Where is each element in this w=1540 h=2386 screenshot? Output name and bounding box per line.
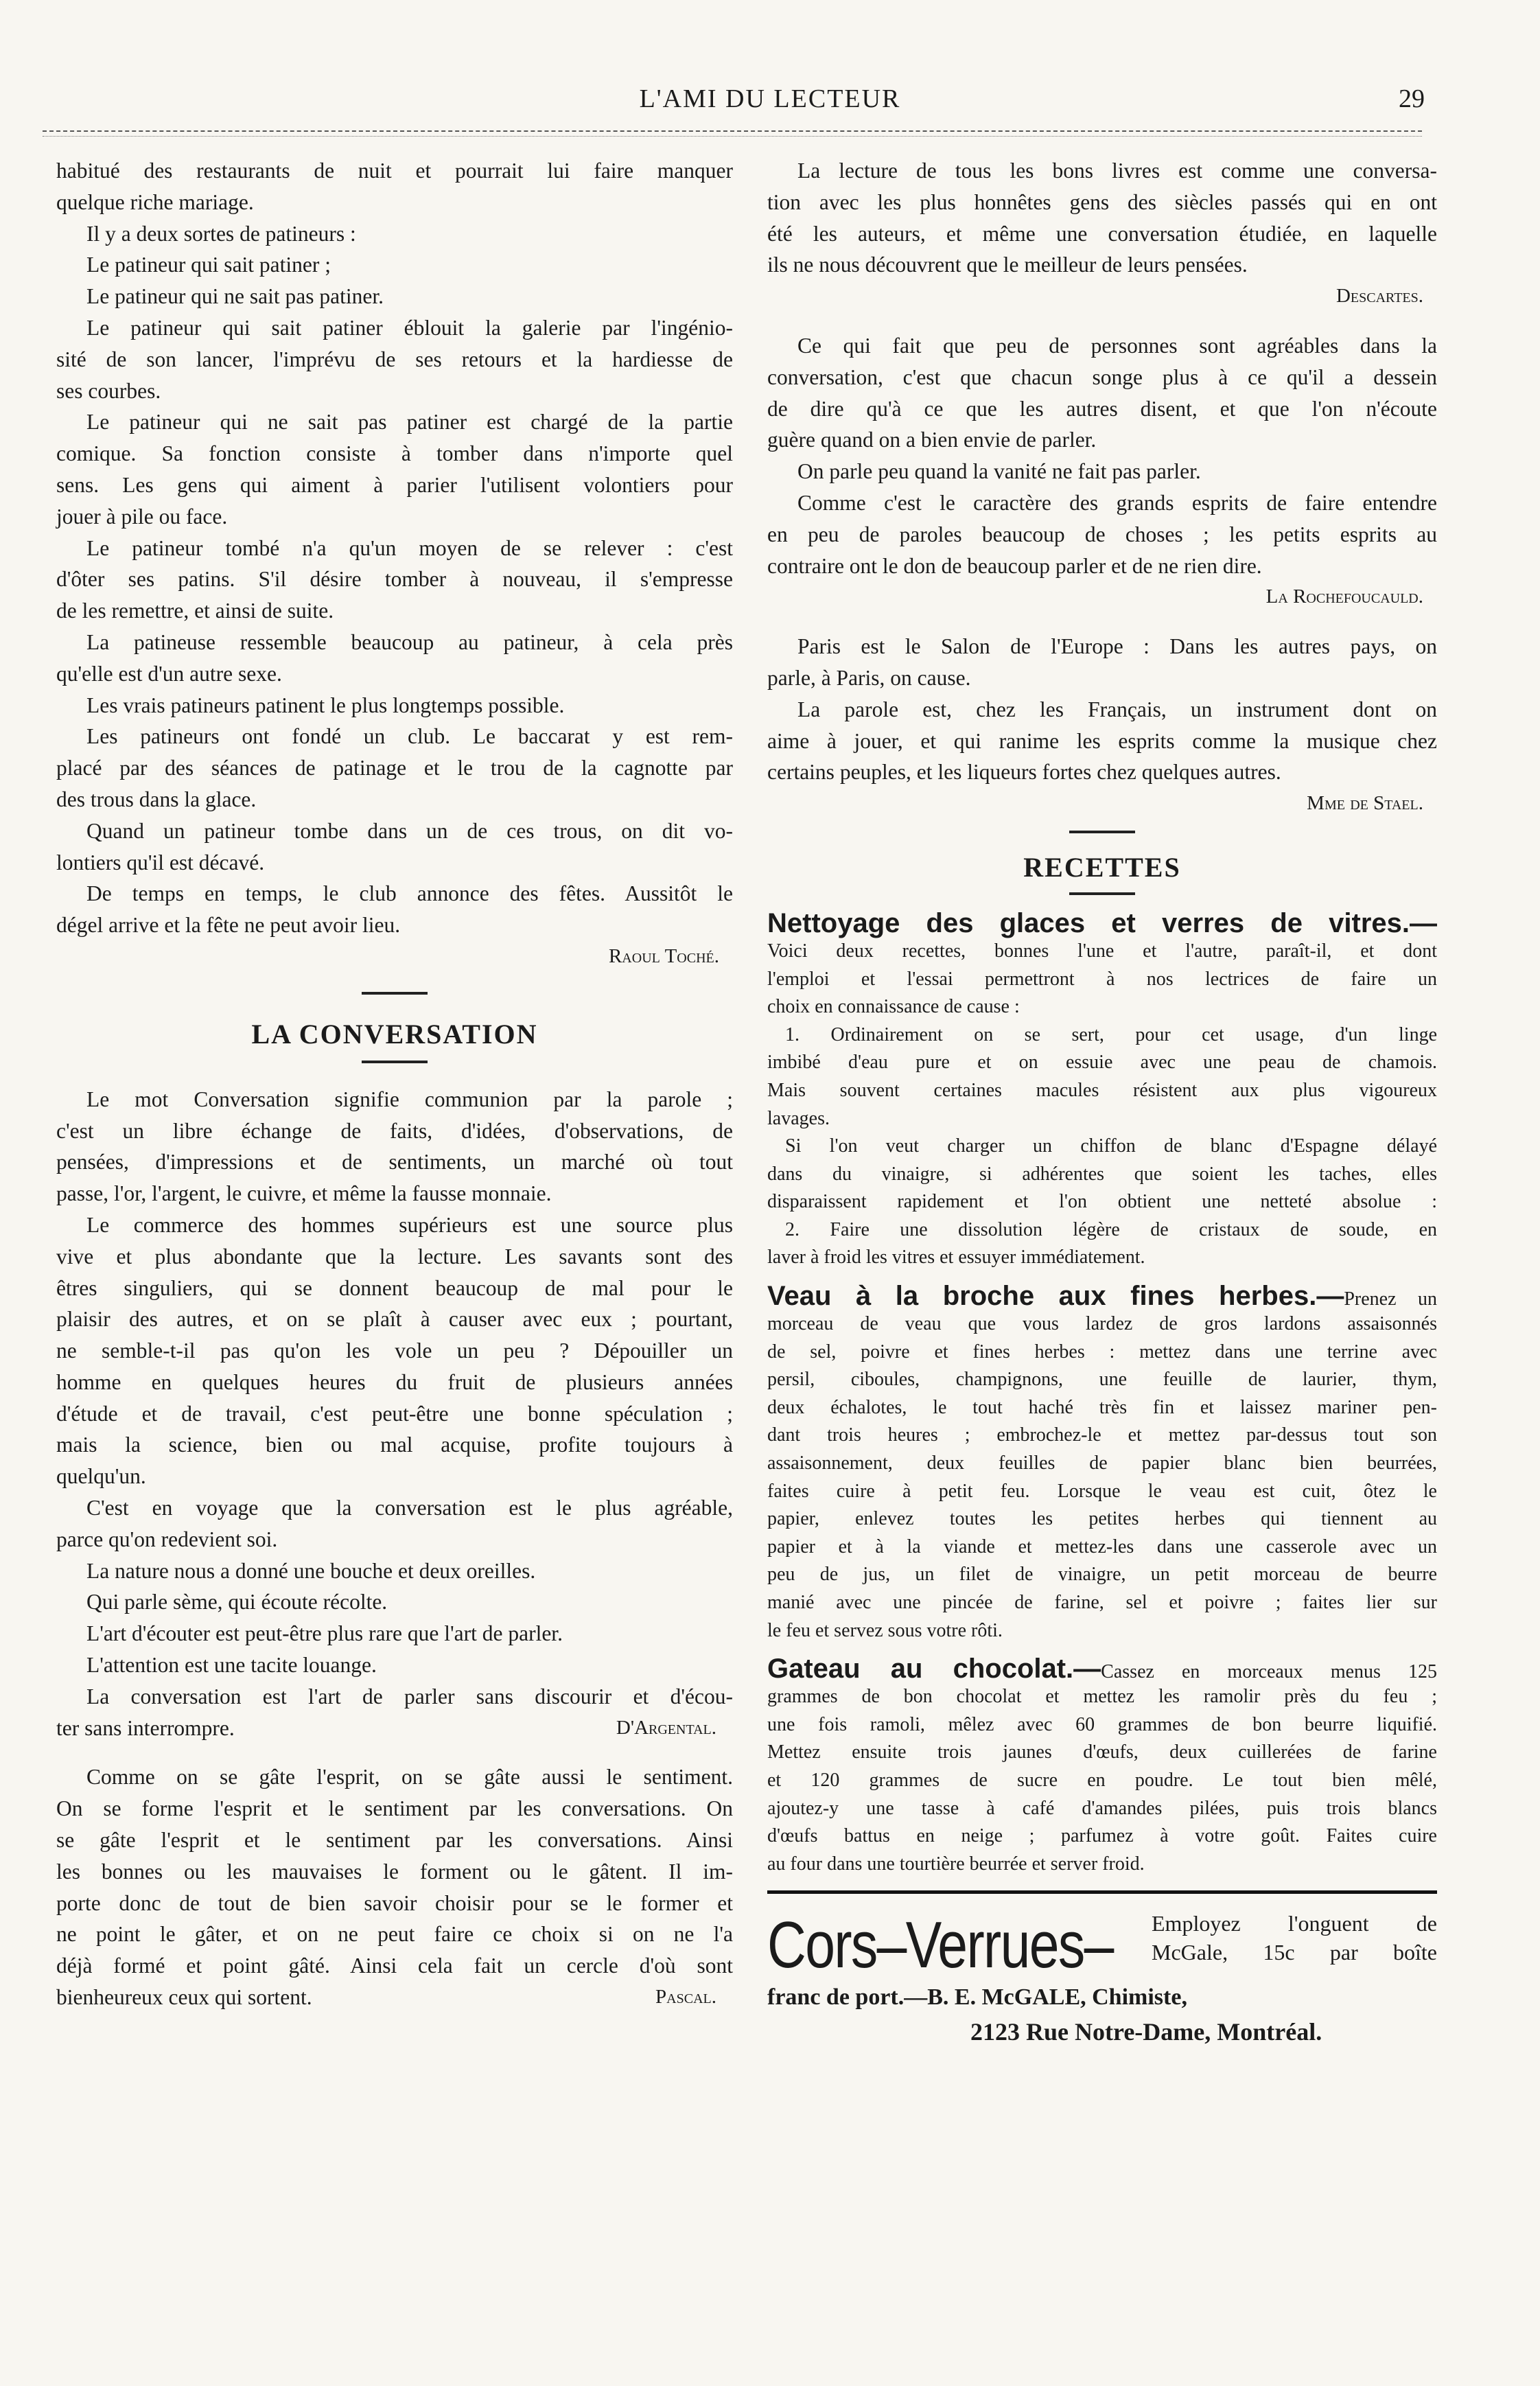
text-line: Le mot Conversation signifie communion par la parole ;	[86, 1087, 733, 1111]
text-line: Le patineur qui ne sait pas patiner.	[86, 284, 384, 309]
signature-row-argental	[56, 1713, 733, 1744]
ad-address: 2123 Rue Notre-Dame, Montréal.	[970, 2018, 1322, 2046]
section-separator	[362, 992, 428, 995]
recipe-line: Mais souvent certaines macules résistent aux plus vigoureux	[767, 1079, 1437, 1101]
text-line: quelqu'un.	[56, 1464, 146, 1489]
recipe-line: ajoutez-y une tasse à café d'amandes pilées, puis trois blancs	[767, 1797, 1437, 1819]
text-line: d'étude et de travail, c'est peut-être une bonne spéculation ;	[56, 1401, 733, 1426]
text-line: Le patineur qui ne sait pas patiner est chargé de la partie	[86, 410, 733, 435]
recipe-line: faites cuire à petit feu. Lorsque le veau est cuit, ôtez le	[767, 1480, 1437, 1502]
text-line: sité de son lancer, l'imprévu de ses retours et la hardiesse de	[56, 347, 733, 371]
text-line: jouer à pile ou face.	[56, 504, 228, 529]
signature-descartes: Descartes.	[1335, 285, 1423, 308]
text-line: Les patineurs ont fondé un club. Le baccarat y est rem-	[86, 724, 733, 749]
text-line: La conversation est l'art de parler sans discourir et d'écou-	[86, 1684, 733, 1709]
text-line: en peu de paroles beaucoup de choses ; les petits esprits au	[767, 522, 1437, 546]
recipe-2-heading-line	[767, 1282, 1437, 1310]
recipe-line: le feu et servez sous votre rôti.	[767, 1619, 1003, 1641]
text-line: certains peuples, et les liqueurs fortes chez quelques autres.	[767, 760, 1281, 785]
page-number: 29	[1399, 84, 1425, 113]
text-line: les bonnes ou les mauvaises le forment ou le gâtent. Il im-	[56, 1859, 733, 1884]
text-line: c'est un libre échange de faits, d'idées, d'observations, de	[56, 1118, 733, 1143]
recipe-line: morceau de veau que vous lardez de gros lardons assaisonnés	[767, 1313, 1437, 1335]
recipe-line: dant trois heures ; embrochez-le et mettez par-dessus tout son	[767, 1424, 1437, 1446]
text-line: pensées, d'impressions et de sentiments, un marché où tout	[56, 1150, 733, 1174]
text-line: aime à jouer, et qui ranime les esprits comme la musique chez	[767, 728, 1437, 753]
text-line: La parole est, chez les Français, un instrument dont on	[797, 697, 1437, 721]
recipe-line: deux échalotes, le tout haché très fin et laissez mariner pen-	[767, 1396, 1437, 1418]
signature-toche: Raoul Toché.	[608, 945, 719, 967]
ad-line-3: franc de port.—B. E. McGALE, Chimiste,	[767, 1984, 1187, 2011]
recipe-line: assaisonnement, deux feuilles de papier blanc bien beurrées,	[767, 1452, 1437, 1474]
text-line: d'ôter ses patins. S'il désire tomber à nouveau, il s'empresse	[56, 567, 733, 592]
header-rule	[43, 130, 1422, 132]
text-line: qu'elle est d'un autre sexe.	[56, 661, 282, 686]
recipe-line: laver à froid les vitres et essuyer immédiatement.	[767, 1247, 1145, 1269]
recipe-line: d'œufs battus en neige ; parfumez à votre goût. Faites cuire	[767, 1825, 1437, 1847]
text-line: habitué des restaurants de nuit et pourrait lui faire manquer	[56, 159, 733, 183]
skating-article	[56, 155, 733, 941]
signature-pascal: Pascal.	[655, 1986, 716, 2008]
text-line: Le commerce des hommes supérieurs est une source plus	[86, 1212, 733, 1237]
running-title: L'AMI DU LECTEUR	[639, 84, 901, 113]
text-line: comique. Sa fonction consiste à tomber dans n'importe quel	[56, 441, 733, 466]
text-line: déjà formé et point gâté. Ainsi cela fait un cercle d'où sont	[56, 1954, 733, 1978]
recipe-line: persil, ciboules, champignons, une feuille de laurier, thym,	[767, 1369, 1437, 1391]
text-line: De temps en temps, le club annonce des fêtes. Aussitôt le	[86, 881, 733, 906]
section-separator	[1069, 831, 1135, 833]
descartes-quote	[767, 155, 1437, 281]
text-line: Il y a deux sortes de patineurs :	[86, 221, 356, 246]
text-line: conversation, c'est que chacun songe plus à ce qu'il a dessein	[767, 364, 1437, 389]
text-line: Paris est le Salon de l'Europe : Dans les autres pays, on	[797, 634, 1437, 659]
signature-rochefoucauld: La Rochefoucauld.	[1265, 586, 1423, 608]
text-line: passe, l'or, l'argent, le cuivre, et même la fausse monnaie.	[56, 1181, 552, 1206]
text-line: contraire ont le don de beaucoup parler et de ne rien dire.	[767, 553, 1262, 578]
text-line: êtres singuliers, qui se donnent beaucoup de mal pour le	[56, 1275, 733, 1300]
recipe-3-body	[767, 1683, 1437, 1878]
text-line: Le patineur tombé n'a qu'un moyen de se relever : c'est	[86, 535, 733, 560]
signature-row-pascal	[56, 1982, 733, 2013]
ad-headline: Cors–Verrues–	[767, 1908, 1113, 1982]
text-line: se gâte l'esprit et le sentiment par les conversations. Ainsi	[56, 1828, 733, 1853]
recipe-3-title: Gateau au chocolat.—	[767, 1654, 1101, 1684]
recipe-line: Si l'on veut charger un chiffon de blanc d'Espagne délayé	[785, 1135, 1437, 1157]
conversation-last-line: ter sans interrompre.	[56, 1715, 235, 1740]
recipe-line: grammes de bon chocolat et mettez les ramolir près du feu ;	[767, 1686, 1437, 1708]
recipe-line: lavages.	[767, 1107, 830, 1129]
ad-line-1: Employez l'onguent de	[1152, 1911, 1437, 1936]
text-line: vive et plus abondante que la lecture. Les savants sont des	[56, 1244, 733, 1269]
text-line: sens. Les gens qui aiment à parier l'utilisent volontiers pour	[56, 472, 733, 497]
text-line: dégel arrive et la fête ne peut avoir lieu.	[56, 913, 401, 938]
advertisement	[767, 1890, 1437, 2072]
recipe-line: 2. Faire une dissolution légère de cristaux de soude, en	[785, 1218, 1437, 1240]
text-line: L'art d'écouter est peut-être plus rare que l'art de parler.	[86, 1621, 563, 1646]
text-line: Ce qui fait que peu de personnes sont agréables dans la	[797, 333, 1437, 358]
rochefoucauld-quote	[767, 330, 1437, 581]
stael-quote	[767, 631, 1437, 788]
text-line: des trous dans la glace.	[56, 787, 257, 811]
conversation-heading: LA CONVERSATION	[251, 1018, 538, 1050]
recipe-3-first-words: Cassez en morceaux menus 125	[1101, 1661, 1437, 1683]
heading-underline	[1069, 892, 1135, 895]
recipe-line: au four dans une tourtière beurrée et server froid.	[767, 1853, 1145, 1875]
running-header	[0, 84, 1540, 125]
recipe-line: imbibé d'eau pure et on essuie avec une peau de chamois.	[767, 1052, 1437, 1074]
text-line: guère quand on a bien envie de parler.	[767, 428, 1097, 452]
recipe-line: 1. Ordinairement on se sert, pour cet usage, d'un linge	[785, 1023, 1437, 1045]
text-line: ses courbes.	[56, 378, 161, 403]
text-line: Quand un patineur tombe dans un de ces trous, on dit vo-	[86, 818, 733, 843]
recipe-1-body	[767, 938, 1437, 1272]
text-line: quelque riche mariage.	[56, 189, 254, 214]
recipe-line: l'emploi et l'essai permettront à nos lectrices de faire un	[767, 968, 1437, 990]
text-line: L'attention est une tacite louange.	[86, 1653, 377, 1678]
signature-stael: Mme de Stael.	[1307, 792, 1423, 815]
text-line: C'est en voyage que la conversation est le plus agréable,	[86, 1496, 733, 1520]
text-line: placé par des séances de patinage et le trou de la cagnotte par	[56, 756, 733, 780]
text-line: Qui parle sème, qui écoute récolte.	[86, 1590, 388, 1614]
text-line: parle, à Paris, on cause.	[767, 665, 971, 690]
text-line: porte donc de tout de bien savoir choisir pour se le former et	[56, 1890, 733, 1915]
recipe-line: Mettez ensuite trois jaunes d'œufs, deux cuillerées de farine	[767, 1741, 1437, 1763]
recipe-line: et 120 grammes de sucre en poudre. Le tout bien mêlé,	[767, 1769, 1437, 1791]
conversation-article	[56, 1084, 733, 1713]
ad-line-2: McGale, 15c par boîte	[1152, 1940, 1437, 1965]
text-line: La nature nous a donné une bouche et deux oreilles.	[86, 1558, 536, 1583]
pascal-paragraph	[56, 1761, 733, 1982]
text-line: ils ne nous découvrent que le meilleur de leurs pensées.	[767, 253, 1248, 277]
text-line: Le patineur qui sait patiner éblouit la galerie par l'ingénio-	[86, 315, 733, 340]
right-column	[767, 155, 1437, 2072]
text-line: plaisir des autres, et on se plaît à causer avec eux ; pourtant,	[56, 1307, 733, 1332]
text-line: On parle peu quand la vanité ne fait pas parler.	[797, 459, 1201, 484]
text-line: ne point le gâter, et on ne peut faire ce choix si on ne l'a	[56, 1922, 733, 1947]
recipe-line: de sel, poivre et fines herbes : mettez dans une terrine avec	[767, 1341, 1437, 1363]
recipe-line: Voici deux recettes, bonnes l'une et l'autre, paraît-il, et dont	[767, 940, 1437, 962]
text-line: de les remettre, et ainsi de suite.	[56, 599, 334, 623]
text-line: ne semble-t-il pas qu'on les vole un peu ? Dépouiller un	[56, 1339, 733, 1363]
recipe-line: dans du vinaigre, si adhérentes que soient les taches, elles	[767, 1163, 1437, 1185]
recipe-1-title: Nettoyage des glaces et verres de vitres.—	[767, 907, 1437, 938]
text-line: de dire qu'à ce que les autres disent, et que l'on n'écoute	[767, 396, 1437, 421]
heading-underline	[362, 1061, 428, 1063]
text-line: mais la science, bien ou mal acquise, profite toujours à	[56, 1433, 733, 1457]
text-line: tion avec les plus honnêtes gens des siècles passés qui en ont	[767, 189, 1437, 214]
text-line: été les auteurs, et même une conversation étudiée, en laquelle	[767, 221, 1437, 246]
recipe-line: une fois ramoli, mêlez avec 60 grammes de bon beurre liquifié.	[767, 1713, 1437, 1735]
recipe-line: papier et à la viande et mettez-les dans une casserole avec un	[767, 1536, 1437, 1557]
text-line: Comme c'est le caractère des grands esprits de faire entendre	[797, 490, 1437, 515]
signature-argental: D'Argental.	[616, 1716, 716, 1739]
recipe-2-body	[767, 1310, 1437, 1645]
text-line: On se forme l'esprit et le sentiment par les conversations. On	[56, 1796, 733, 1821]
text-line: La lecture de tous les bons livres est comme une conversa-	[797, 159, 1437, 183]
recipe-line: manié avec une pincée de farine, sel et poivre ; faites lier sur	[767, 1592, 1437, 1613]
recipe-line: peu de jus, un filet de vinaigre, un petit morceau de beurre	[767, 1564, 1437, 1586]
recipe-2-first-words: Prenez un	[1344, 1288, 1437, 1310]
recipe-1-heading-line	[767, 909, 1437, 938]
text-line: Les vrais patineurs patinent le plus longtemps possible.	[86, 693, 565, 717]
text-line: Comme on se gâte l'esprit, on se gâte aussi le sentiment.	[86, 1765, 733, 1789]
text-line: parce qu'on redevient soi.	[56, 1527, 278, 1551]
text-line: La patineuse ressemble beaucoup au patineur, à cela près	[86, 629, 733, 654]
text-line: Le patineur qui sait patiner ;	[86, 253, 331, 277]
left-column	[56, 155, 733, 2013]
text-line: lontiers qu'il est décavé.	[56, 850, 265, 875]
ad-text	[1152, 1909, 1437, 1967]
recettes-heading: RECETTES	[1023, 851, 1181, 883]
recipe-3-heading-line	[767, 1654, 1437, 1683]
pascal-last-line: bienheureux ceux qui sortent.	[56, 1985, 312, 2010]
text-line: homme en quelques heures du fruit de plusieurs années	[56, 1369, 733, 1394]
recipe-line: papier, enlevez toutes les petites herbes qui tiennent au	[767, 1508, 1437, 1530]
recipe-2-title: Veau à la broche aux fines herbes.—	[767, 1281, 1344, 1312]
header-rule-dotted	[43, 136, 1422, 137]
recipe-line: disparaissent rapidement et l'on obtient une netteté absolue :	[767, 1191, 1437, 1213]
recipe-line: choix en connaissance de cause :	[767, 996, 1020, 1018]
